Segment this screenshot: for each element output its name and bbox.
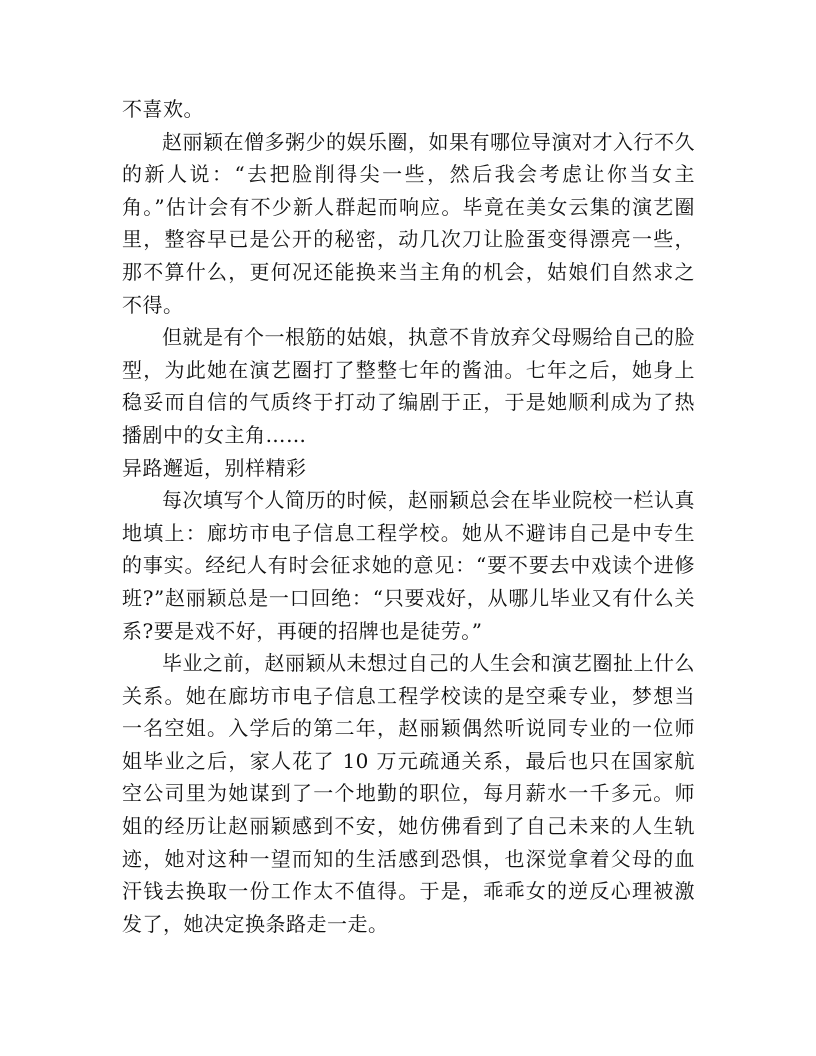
paragraph: 毕业之前，赵丽颖从未想过自己的人生会和演艺圈扯上什么关系。她在廊坊市电子信息工程学校读的是空乘专业，梦想当一名空姐。入学后的第二年，赵丽颖偶然听说同专业的一位师姐毕业之后，家人花了 10 万元疏通关系，最后也只在国家航空公司里为她谋到了一个地勤的职位，每月薪水一千多元。师姐的经历让赵丽颖感到不安，她仿佛看到了自己未来的人生轨迹，她对这种一望而知的生活感到恐惧，也深觉拿着父母的血汗钱去换取一份工作太不值得。于是，乖乖女的逆反心理被激发了，她决定换条路走一走。 — [122, 651, 695, 936]
section-heading: 异路邂逅，别样精彩 — [122, 455, 307, 480]
paragraph-continuation: 不喜欢。 — [122, 97, 204, 121]
paragraph: 赵丽颖在僧多粥少的娱乐圈，如果有哪位导演对才入行不久的新人说：“去把脸削得尖一些，然后我会考虑让你当女主角。”估计会有不少新人群起而响应。毕竟在美女云集的演艺圈里，整容早已是公开的秘密，动几次刀让脸蛋变得漂亮一些，那不算什么，更何况还能换来当主角的机会，姑娘们自然求之不得。 — [122, 129, 695, 317]
document-page — [122, 93, 695, 940]
paragraph: 但就是有个一根筋的姑娘，执意不肯放弃父母赐给自己的脸型，为此她在演艺圈打了整整七年的酱油。七年之后，她身上稳妥而自信的气质终于打动了编剧于正，于是她顺利成为了热播剧中的女主角…… — [122, 325, 695, 447]
paragraph: 每次填写个人简历的时候，赵丽颖总会在毕业院校一栏认真地填上：廊坊市电子信息工程学校。她从不避讳自己是中专生的事实。经纪人有时会征求她的意见：“要不要去中戏读个进修班?”赵丽颖总是一口回绝：“只要戏好，从哪儿毕业又有什么关系?要是戏不好，再硬的招牌也是徒劳。” — [122, 488, 695, 643]
